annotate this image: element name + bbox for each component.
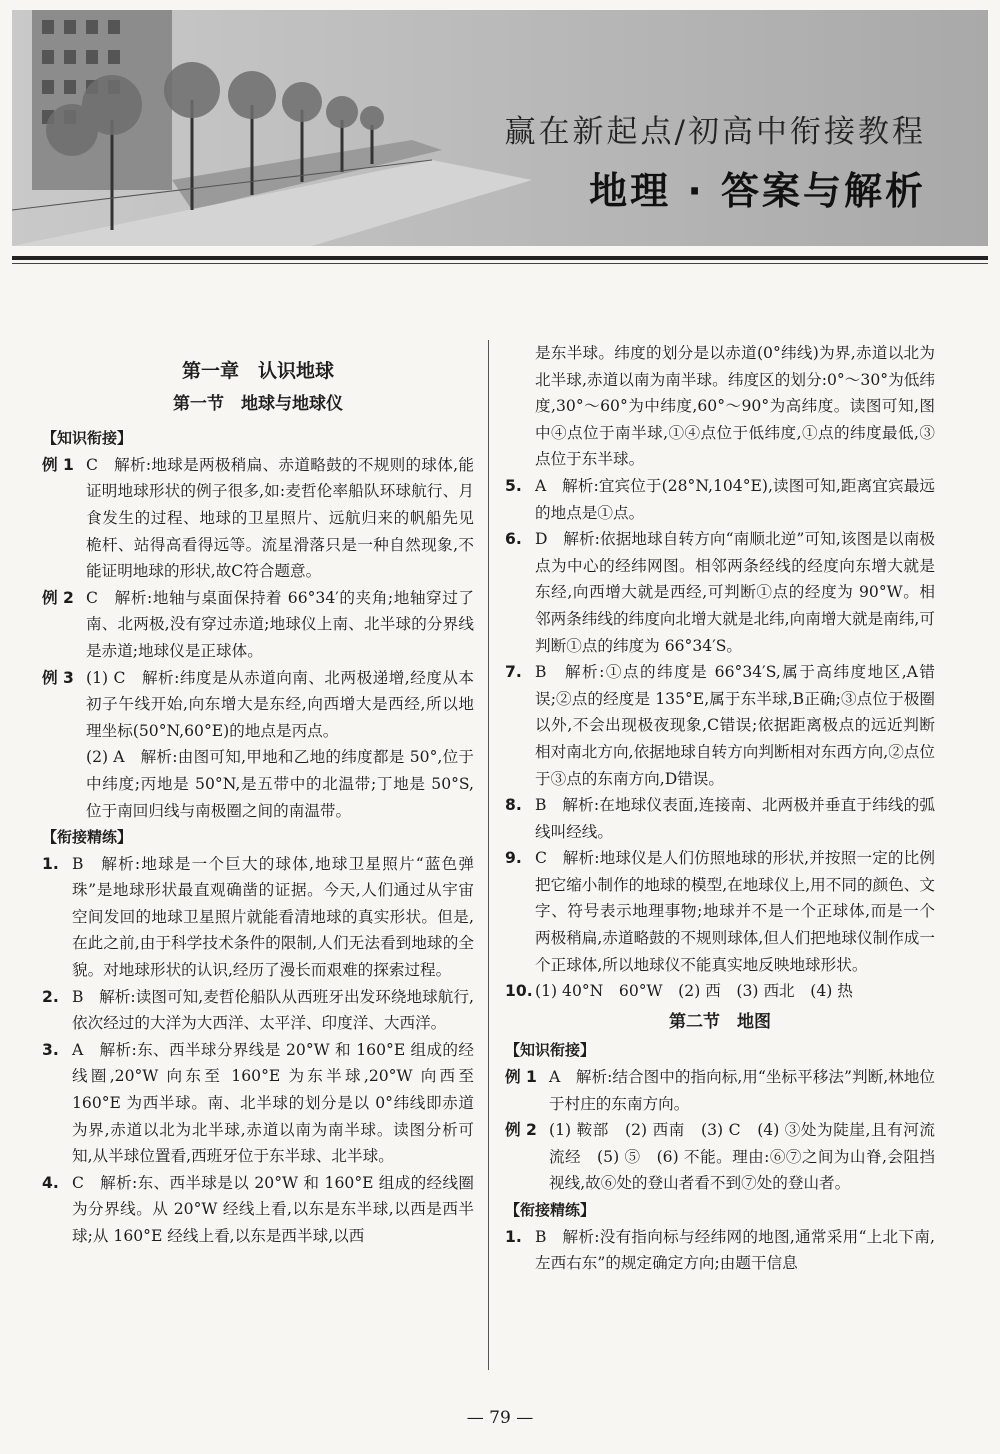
question-answer: A 解析:宜宾位于(28°N,104°E),读图可知,距离宜宾最远的地点是①点。 xyxy=(535,476,935,522)
header-rule-thin xyxy=(12,263,988,264)
question-1-section-2 xyxy=(505,1224,935,1277)
question-7 xyxy=(505,659,935,792)
chapter-title: 第一章 认识地球 xyxy=(181,360,334,382)
example-label: 例 2 xyxy=(42,588,74,607)
question-2 xyxy=(42,984,474,1037)
question-answer: B 解析:读图可知,麦哲伦船队从西班牙出发环绕地球航行,依次经过的大洋为大西洋、太平洋、印度洋、大西洋。 xyxy=(72,987,474,1033)
example-text: C 解析:地轴与桌面保持着 66°34′的夹角;地轴穿过了南、北两极,没有穿过赤道;地球仪上南、北半球的分界线是赤道;地球仪是正球体。 xyxy=(86,588,474,660)
question-number: 6. xyxy=(505,530,522,549)
question-number: 8. xyxy=(505,796,522,815)
example-label: 例 1 xyxy=(42,455,74,474)
example-2 xyxy=(42,585,474,665)
example-text: (1) C 解析:纬度是从赤道向南、北两极递增,经度从本初子午线开始,向东增大是东经,向西增大是西经,所以地理坐标(50°N,60°E)的地点是丙点。 xyxy=(86,668,474,740)
example-3 xyxy=(42,665,474,745)
question-8 xyxy=(505,792,935,845)
question-6 xyxy=(505,526,935,659)
question-answer: B 解析:没有指向标与经纬网的地图,通常采用“上北下南,左西右东”的规定确定方向;由题干信息 xyxy=(535,1227,935,1273)
question-number: 5. xyxy=(505,476,522,495)
heading-practice-2: 【衔接精练】 xyxy=(505,1201,596,1219)
header-banner xyxy=(12,10,988,246)
example-label: 例 2 xyxy=(505,1121,537,1140)
example-text: (1) 鞍部 (2) 西南 (3) C (4) ③处为陡崖,且有河流流经 (5) ⑤ (6) 不能。理由:⑥⑦之间为山脊,会阻挡视线,故⑥处的登山者看不到⑦处的登山者。 xyxy=(549,1121,935,1193)
question-number: 1. xyxy=(42,854,59,873)
header-rule-thick xyxy=(12,256,988,260)
question-answer: (1) 40°N 60°W (2) 西 (3) 西北 (4) 热 xyxy=(535,982,853,1001)
example-text: A 解析:结合图中的指向标,用“坐标平移法”判断,林地位于村庄的东南方向。 xyxy=(549,1068,935,1113)
question-number: 4. xyxy=(42,1173,59,1192)
example-label: 例 3 xyxy=(42,668,74,687)
question-5 xyxy=(505,473,935,526)
example-1 xyxy=(42,452,474,585)
column-divider xyxy=(488,340,489,1370)
heading-practice: 【衔接精练】 xyxy=(42,828,133,847)
question-3 xyxy=(42,1037,474,1170)
question-number: 1. xyxy=(505,1227,522,1246)
section-2-title: 第二节 地图 xyxy=(669,1011,771,1032)
question-number: 3. xyxy=(42,1040,59,1059)
question-answer: D 解析:依据地球自转方向“南顺北逆”可知,该图是以南极点为中心的经纬网图。相邻两条经线的经度向东增大就是东经,向西增大就是西经,可判断①点的经度为 90°W。相邻两条纬线的纬度向北增大就是北纬,向南增大就是南纬,可判断①点的纬度为 66°34′S。 xyxy=(535,530,935,655)
right-column xyxy=(505,340,935,1277)
question-number: 10. xyxy=(505,982,533,1001)
question-answer: A 解析:东、西半球分界线是 20°W 和 160°E 组成的经线圈,20°W 向东至 160°E 为东半球,20°W 向西至 160°E 为西半球。南、北半球的划分是以 0°纬线即赤道为界,赤道以北为北半球,赤道以南为南半球。读图分析可知,从半球位置看,西班牙位于东半球、北半球。 xyxy=(72,1040,474,1166)
heading-knowledge-2: 【知识衔接】 xyxy=(505,1041,596,1060)
example-text: C 解析:地球是两极稍扁、赤道略鼓的不规则的球体,能证明地球形状的例子很多,如:麦哲伦率船队环球航行、月食发生的过程、地球的卫星照片、远航归来的帆船先见桅杆、站得高看得远等。流星滑落只是一种自然现象,不能证明地球的形状,故C符合题意。 xyxy=(86,455,474,581)
page-number: — 79 — xyxy=(466,1408,534,1428)
left-column xyxy=(42,340,474,1250)
example-2-section-2 xyxy=(505,1117,935,1197)
question-number: 2. xyxy=(42,987,59,1006)
section-title: 第一节 地球与地球仪 xyxy=(173,393,343,414)
question-answer: B 解析:①点的纬度是 66°34′S,属于高纬度地区,A错误;②点的经度是 135°E,属于东半球,B正确;③点位于极圈以外,不会出现极夜现象,C错误;依据距离极点的远近判断相对南北方向,依据地球自转方向判断相对东西方向,②点位于③点的东南方向,D错误。 xyxy=(535,663,935,788)
question-10 xyxy=(505,978,935,1005)
question-answer: B 解析:在地球仪表面,连接南、北两极并垂直于纬线的弧线叫经线。 xyxy=(535,796,935,841)
question-9 xyxy=(505,845,935,978)
question-number: 9. xyxy=(505,849,522,868)
heading-knowledge: 【知识衔接】 xyxy=(42,429,133,448)
series-title: 赢在新起点/初高中衔接教程 xyxy=(504,114,926,150)
question-answer: C 解析:东、西半球是以 20°W 和 160°E 组成的经线圈为分界线。从 20°W 经线上看,以东是东半球,以西是西半球;从 160°E 经线上看,以东是西半球,以西 xyxy=(72,1173,474,1245)
example-3-part-2: (2) A 解析:由图可知,甲地和乙地的纬度都是 50°,位于中纬度;丙地是 50°N,是五带中的北温带;丁地是 50°S,位于南回归线与南极圈之间的南温带。 xyxy=(86,748,474,820)
question-number: 7. xyxy=(505,663,522,682)
question-4-continued: 是东半球。纬度的划分是以赤道(0°纬线)为界,赤道以北为北半球,赤道以南为南半球。纬度区的划分:0°～30°为低纬度,30°～60°为中纬度,60°～90°为高纬度。读图可知,图中④点位于南半球,①④点位于低纬度,①点的纬度最低,③点位于东半球。 xyxy=(535,344,935,469)
example-label: 例 1 xyxy=(505,1068,537,1087)
header-title: 地理 · 答案与解析 xyxy=(589,169,926,213)
question-answer: B 解析:地球是一个巨大的球体,地球卫星照片“蓝色弹珠”是地球形状最直观确凿的证据。今天,人们通过从宇宙空间发回的地球卫星照片就能看清地球的真实形状。但是,在此之前,由于科学技术条件的限制,人们无法看到地球的全貌。对地球形状的认识,经历了漫长而艰难的探索过程。 xyxy=(72,854,474,980)
example-1-section-2 xyxy=(505,1064,935,1117)
question-4 xyxy=(42,1170,474,1250)
question-1 xyxy=(42,851,474,984)
question-answer: C 解析:地球仪是人们仿照地球的形状,并按照一定的比例把它缩小制作的地球的模型,在地球仪上,用不同的颜色、文字、符号表示地理事物;地球并不是一个正球体,而是一个两极稍扁,赤道略鼓的不规则球体,但人们把地球仪制作成一个正球体,所以地球仪不能真实地反映地球形状。 xyxy=(535,849,935,974)
